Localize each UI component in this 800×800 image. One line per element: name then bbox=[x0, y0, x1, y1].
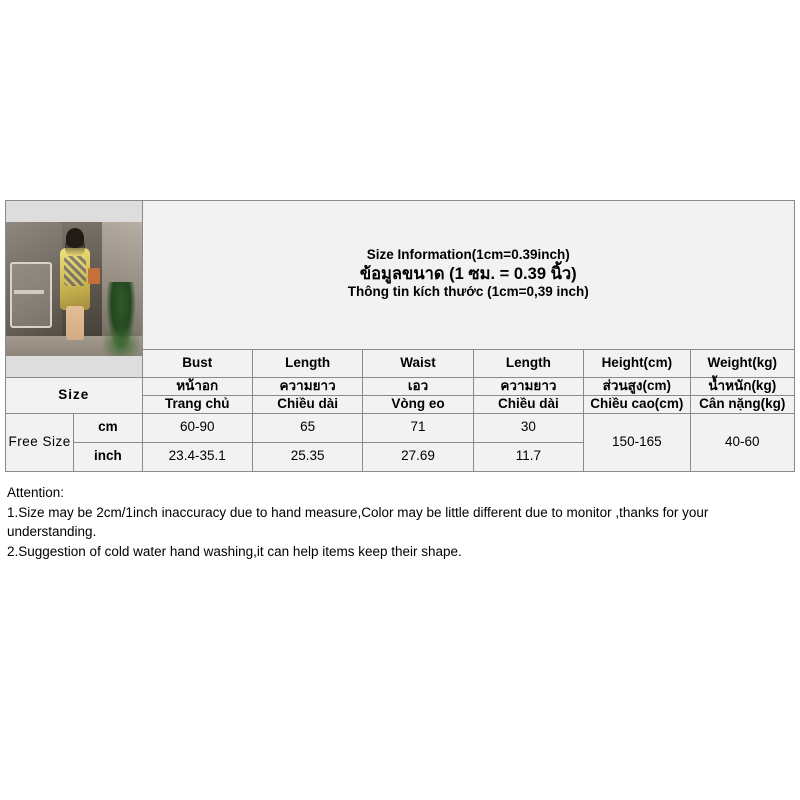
table-row-header-th bbox=[6, 378, 795, 396]
model-photo bbox=[6, 222, 142, 356]
photo-model-hair-lower bbox=[65, 238, 85, 256]
attention-line-2: 2.Suggestion of cold water hand washing,it can help items keep their shape. bbox=[7, 543, 462, 559]
column-header-bust-vi: Trang chủ bbox=[142, 395, 252, 413]
title-line-vi: Thông tin kích thước (1cm=0,39 inch) bbox=[347, 284, 589, 300]
cell-weight-range: 40-60 bbox=[690, 413, 794, 471]
unit-cell-cm: cm bbox=[74, 413, 142, 442]
column-header-length1-en: Length bbox=[252, 350, 362, 378]
column-header-waist-vi: Vòng eo bbox=[363, 395, 473, 413]
column-header-height-en: Height(cm) bbox=[584, 350, 690, 378]
column-header-waist-en: Waist bbox=[363, 350, 473, 378]
table-row-title bbox=[6, 201, 795, 350]
column-header-length2-th: ความยาว bbox=[473, 378, 583, 396]
photo-model-print bbox=[64, 256, 86, 286]
cell-bust-cm: 60-90 bbox=[142, 413, 252, 442]
photo-model-legs bbox=[66, 306, 84, 340]
cell-waist-cm: 71 bbox=[363, 413, 473, 442]
unit-cell-inch: inch bbox=[74, 442, 142, 471]
column-header-length1-vi: Chiều dài bbox=[252, 395, 362, 413]
column-header-length2-vi: Chiều dài bbox=[473, 395, 583, 413]
cell-length2-inch: 11.7 bbox=[473, 442, 583, 471]
attention-line-1: 1.Size may be 2cm/1inch inaccuracy due to hand measure,Color may be little different due to monitor ,thanks for your understanding. bbox=[7, 504, 709, 540]
title-line-en: Size Information(1cm=0.39inch) bbox=[366, 246, 570, 262]
size-chart-container bbox=[5, 200, 795, 472]
attention-heading: Attention: bbox=[7, 485, 65, 500]
column-header-bust-en: Bust bbox=[142, 350, 252, 378]
cell-length1-inch: 25.35 bbox=[252, 442, 362, 471]
photo-model-bag bbox=[88, 268, 100, 284]
column-header-length2-en: Length bbox=[473, 350, 583, 378]
cell-bust-inch: 23.4-35.1 bbox=[142, 442, 252, 471]
cell-length1-cm: 65 bbox=[252, 413, 362, 442]
size-label-cell: Size bbox=[6, 378, 143, 414]
attention-block bbox=[5, 479, 795, 561]
column-header-weight-th: น้ำหนัก(kg) bbox=[690, 378, 794, 396]
photo-chair bbox=[10, 262, 52, 328]
model-photo-cell bbox=[6, 201, 143, 378]
column-header-weight-vi: Cân nặng(kg) bbox=[690, 395, 794, 413]
cell-length2-cm: 30 bbox=[473, 413, 583, 442]
column-header-waist-th: เอว bbox=[363, 378, 473, 396]
title-line-th: ข้อมูลขนาด (1 ซม. = 0.39 นิ้ว) bbox=[359, 264, 577, 283]
chart-title-cell bbox=[142, 201, 795, 350]
size-table bbox=[5, 200, 795, 472]
cell-height-range: 150-165 bbox=[584, 413, 690, 471]
column-header-height-vi: Chiều cao(cm) bbox=[584, 395, 690, 413]
cell-waist-inch: 27.69 bbox=[363, 442, 473, 471]
column-header-length1-th: ความยาว bbox=[252, 378, 362, 396]
photo-plant-base bbox=[102, 326, 140, 356]
column-header-bust-th: หน้าอก bbox=[142, 378, 252, 396]
table-row-cm bbox=[6, 413, 795, 442]
column-header-weight-en: Weight(kg) bbox=[690, 350, 794, 378]
row-label-free-size: Free Size bbox=[6, 413, 74, 471]
column-header-height-th: ส่วนสูง(cm) bbox=[584, 378, 690, 396]
